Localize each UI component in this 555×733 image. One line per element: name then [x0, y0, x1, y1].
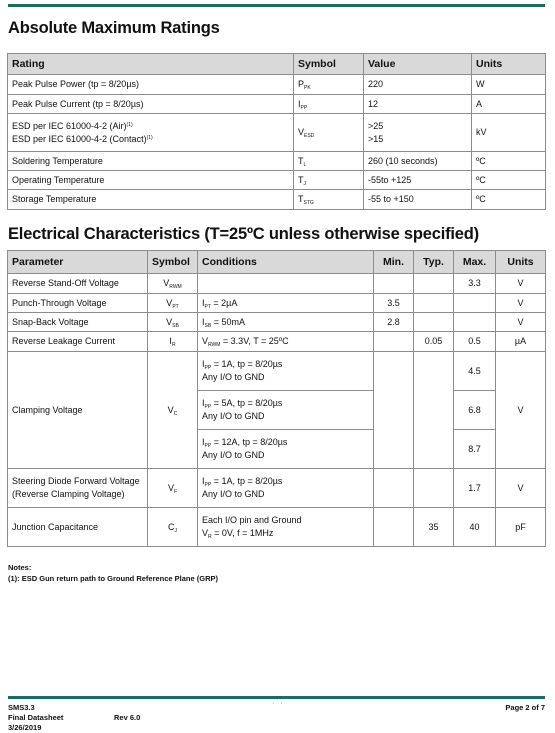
typ-cell — [414, 313, 454, 332]
bottom-rule — [8, 696, 545, 699]
parameter-cell: Junction Capacitance — [8, 508, 148, 547]
min-cell — [374, 508, 414, 547]
footer-page-number: Page 2 of 7 — [505, 703, 545, 712]
symbol-cell: $I_R$ — [148, 332, 198, 352]
footer-left — [8, 703, 63, 733]
col-header-typ: Typ. — [414, 251, 454, 274]
symbol-cell: $V_F$ — [148, 469, 198, 508]
unit-cell: V — [496, 294, 546, 313]
table-row — [8, 190, 546, 210]
col-header-max: Max. — [454, 251, 496, 274]
note-1: (1): ESD Gun return path to Ground Reference Plane (GRP) — [8, 574, 219, 583]
parameter-cell: Steering Diode Forward Voltage (Reverse Clamping Voltage) — [8, 469, 148, 508]
unit-cell: V — [496, 274, 546, 294]
symbol-cell: $C_J$ — [148, 508, 198, 547]
value-cell: 12 — [364, 95, 472, 114]
col-header-value: Value — [364, 54, 472, 75]
col-header-units: Units — [472, 54, 546, 75]
value-cell: -55to +125 — [364, 171, 472, 190]
table-row — [8, 294, 546, 313]
max-cell: 8.7 — [454, 430, 496, 469]
table-row — [8, 332, 546, 352]
value-cell: 260 (10 seconds) — [364, 152, 472, 171]
max-cell: 6.8 — [454, 391, 496, 430]
notes-block — [8, 562, 218, 584]
top-rule — [8, 4, 545, 7]
col-header-rating: Rating — [8, 54, 294, 75]
conditions-cell: $I_{PP} = 5A$, tp = 8/20µs Any I/O to GND — [198, 391, 374, 430]
unit-cell: V — [496, 313, 546, 332]
min-cell: 3.5 — [374, 294, 414, 313]
rating-cell: Storage Temperature — [8, 190, 294, 210]
conditions-cell: $V_{RWM} = 3.3V$, T = 25ºC — [198, 332, 374, 352]
max-cell: 1.7 — [454, 469, 496, 508]
max-cell: 0.5 — [454, 332, 496, 352]
col-header-symbol: Symbol — [148, 251, 198, 274]
footer-part-number: SMS3.3 — [8, 703, 35, 712]
col-header-units: Units — [496, 251, 546, 274]
unit-cell: pF — [496, 508, 546, 547]
unit-cell: V — [496, 352, 546, 469]
table-row — [8, 352, 546, 391]
symbol-cell: $V_{PT}$ — [148, 294, 198, 313]
conditions-cell: $I_{SB} = 50mA$ — [198, 313, 374, 332]
value-cell: 220 — [364, 75, 472, 95]
unit-cell: ºC — [472, 152, 546, 171]
col-header-parameter: Parameter — [8, 251, 148, 274]
table-header-row — [8, 251, 546, 274]
conditions-cell: Each I/O pin and Ground $V_R = 0V$, f = 1MHz — [198, 508, 374, 547]
max-cell: 4.5 — [454, 352, 496, 391]
symbol-cell: $T_{STG}$ — [294, 190, 364, 210]
table-row — [8, 469, 546, 508]
unit-cell: A — [472, 95, 546, 114]
parameter-cell: Punch-Through Voltage — [8, 294, 148, 313]
typ-cell: 0.05 — [414, 332, 454, 352]
min-cell — [374, 469, 414, 508]
conditions-cell: $I_{PP} = 1A$, tp = 8/20µs Any I/O to GND — [198, 469, 374, 508]
symbol-cell: $P_{PK}$ — [294, 75, 364, 95]
min-cell — [374, 332, 414, 352]
table-header-row — [8, 54, 546, 75]
symbol-cell: $V_{SB}$ — [148, 313, 198, 332]
typ-cell: 35 — [414, 508, 454, 547]
absolute-max-table — [7, 53, 546, 210]
rating-cell: Peak Pulse Power (tp = 8/20µs) — [8, 75, 294, 95]
value-cell: >25 >15 — [364, 114, 472, 152]
table-row — [8, 313, 546, 332]
min-cell: 2.8 — [374, 313, 414, 332]
symbol-cell: $T_J$ — [294, 171, 364, 190]
rating-cell: Soldering Temperature — [8, 152, 294, 171]
rating-cell: Peak Pulse Current (tp = 8/20µs) — [8, 95, 294, 114]
unit-cell: kV — [472, 114, 546, 152]
footer-doc-type: Final Datasheet — [8, 713, 64, 722]
typ-cell — [414, 274, 454, 294]
table-row — [8, 171, 546, 190]
min-cell — [374, 274, 414, 294]
col-header-min: Min. — [374, 251, 414, 274]
footer-mark: · ˙ · — [272, 700, 283, 707]
parameter-cell: Snap-Back Voltage — [8, 313, 148, 332]
symbol-cell: $I_{PP}$ — [294, 95, 364, 114]
unit-cell: ºC — [472, 171, 546, 190]
parameter-cell: Reverse Leakage Current — [8, 332, 148, 352]
symbol-cell: $T_L$ — [294, 152, 364, 171]
conditions-cell: $I_{PP} = 12A$, tp = 8/20µs Any I/O to GND — [198, 430, 374, 469]
symbol-cell: $V_{RWM}$ — [148, 274, 198, 294]
unit-cell: W — [472, 75, 546, 95]
table-row — [8, 75, 546, 95]
section-title-electrical: Electrical Characteristics (T=25ºC unless otherwise specified) — [8, 225, 479, 243]
typ-cell — [414, 469, 454, 508]
symbol-cell: $V_{ESD}$ — [294, 114, 364, 152]
value-cell: -55 to +150 — [364, 190, 472, 210]
rating-cell: Operating Temperature — [8, 171, 294, 190]
notes-title: Notes: — [8, 563, 32, 572]
max-cell: 3.3 — [454, 274, 496, 294]
typ-cell — [414, 294, 454, 313]
typ-cell — [414, 352, 454, 469]
unit-cell: V — [496, 469, 546, 508]
footer-revision: Rev 6.0 — [114, 713, 141, 722]
conditions-cell — [198, 274, 374, 294]
electrical-characteristics-table — [7, 250, 546, 547]
footer-date: 3/26/2019 — [8, 723, 42, 732]
unit-cell: µA — [496, 332, 546, 352]
conditions-cell: $I_{PP} = 1A$, tp = 8/20µs Any I/O to GND — [198, 352, 374, 391]
conditions-cell: $I_{PT} = 2\mu A$ — [198, 294, 374, 313]
table-row — [8, 508, 546, 547]
max-cell: 40 — [454, 508, 496, 547]
col-header-symbol: Symbol — [294, 54, 364, 75]
rating-cell: ESD per IEC 61000-4-2 (Air)$^{(1)}$ ESD per IEC 61000-4-2 (Contact)$^{(1)}$ — [8, 114, 294, 152]
table-row — [8, 274, 546, 294]
min-cell — [374, 352, 414, 469]
table-row — [8, 152, 546, 171]
max-cell — [454, 313, 496, 332]
max-cell — [454, 294, 496, 313]
parameter-cell: Clamping Voltage — [8, 352, 148, 469]
section-title-absolute-max: Absolute Maximum Ratings — [8, 19, 220, 37]
table-row — [8, 95, 546, 114]
symbol-cell: $V_C$ — [148, 352, 198, 469]
parameter-cell: Reverse Stand-Off Voltage — [8, 274, 148, 294]
unit-cell: ºC — [472, 190, 546, 210]
table-row — [8, 114, 546, 152]
col-header-conditions: Conditions — [198, 251, 374, 274]
